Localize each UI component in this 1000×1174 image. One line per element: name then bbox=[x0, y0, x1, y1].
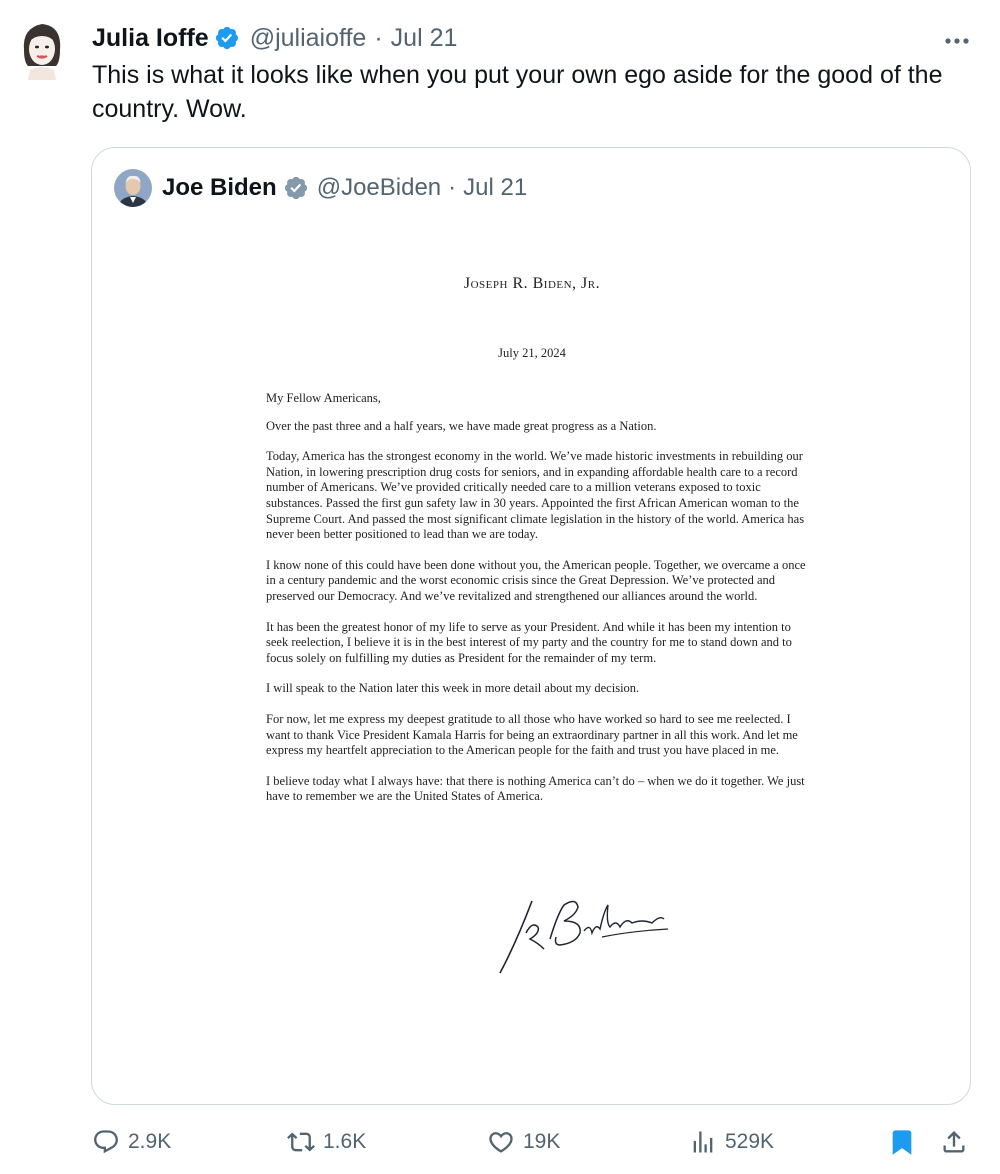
repost-count: 1.6K bbox=[323, 1130, 367, 1153]
repost-button[interactable] bbox=[287, 1122, 366, 1162]
share-button[interactable] bbox=[940, 1122, 968, 1162]
tweet-date[interactable]: Jul 21 bbox=[390, 23, 458, 52]
letterhead: Joseph R. Biden, Jr. bbox=[463, 275, 601, 292]
letter-salutation: My Fellow Americans, bbox=[266, 391, 381, 405]
letter-paragraph: I believe today what I always have: that there is nothing America can’t do – when we do it together. We just have to remember we are the United States of America. bbox=[266, 773, 805, 804]
author-name[interactable]: Julia Ioffe bbox=[92, 23, 209, 52]
header-separator: · bbox=[374, 23, 383, 52]
bookmark-filled-icon bbox=[888, 1128, 916, 1156]
author-avatar[interactable] bbox=[20, 20, 64, 80]
letter-paragraph: It has been the greatest honor of my life to serve as your President. And while it has been my intention to seek reelection, I believe it is in the best interest of my party and the country for me to stand down and to focus solely on fulfilling my duties as President for the remainder of my term. bbox=[266, 619, 792, 665]
reply-count: 2.9K bbox=[128, 1130, 172, 1153]
like-count: 19K bbox=[523, 1130, 561, 1153]
quoted-author-name[interactable]: Joe Biden bbox=[162, 174, 277, 201]
heart-icon bbox=[487, 1128, 515, 1156]
analytics-icon bbox=[689, 1128, 717, 1156]
letter-paragraph: I know none of this could have been done without you, the American people. Together, we overcame a once in a century pandemic and the worst economic crisis since the Great Depression. We’ve protected and preserved our Democracy. And we’ve revitalized and strengthened our alliances around the world. bbox=[266, 557, 806, 603]
avatar-illustration bbox=[20, 20, 64, 80]
repost-icon bbox=[287, 1128, 315, 1156]
quoted-author-handle[interactable]: @JoeBiden bbox=[316, 174, 442, 201]
bookmark-button[interactable] bbox=[888, 1122, 916, 1162]
views-button[interactable] bbox=[689, 1122, 774, 1162]
like-button[interactable] bbox=[487, 1122, 560, 1162]
letter-paragraph: I will speak to the Nation later this week in more detail about my decision. bbox=[266, 681, 640, 696]
letter-paragraph: Over the past three and a half years, we have made great progress as a Nation. bbox=[266, 418, 657, 433]
letter-paragraph: Today, America has the strongest economy in the world. We’ve made historic investments in rebuilding our Nation, in lowering prescription drug costs for seniors, and in expanding affordable health care to a record number of Americans. We’ve provided critically needed care to a million veterans exposed to toxic substances. Passed the first gun safety law in 30 years. Appointed the first African American woman to the Supreme Court. And passed the most significant climate legislation in the history of the world. America has never been better positioned to lead than we are today. bbox=[266, 449, 805, 542]
letter-body bbox=[266, 391, 806, 820]
tweet-header bbox=[92, 20, 457, 56]
reply-button[interactable] bbox=[92, 1122, 171, 1162]
more-horizontal-icon[interactable] bbox=[944, 22, 970, 50]
quoted-tweet-card[interactable] bbox=[91, 147, 971, 1105]
tweet-text: This is what it looks like when you put your own ego aside for the good of the country. Wow. bbox=[92, 61, 943, 123]
share-icon bbox=[940, 1128, 968, 1156]
reply-icon bbox=[92, 1128, 120, 1156]
letter-date: July 21, 2024 bbox=[498, 346, 566, 360]
view-count: 529K bbox=[725, 1130, 775, 1153]
quoted-header-separator: · bbox=[448, 174, 457, 201]
author-handle[interactable]: @juliaioffe bbox=[249, 23, 367, 52]
tweet-action-bar bbox=[92, 1122, 972, 1162]
quoted-tweet-date[interactable]: Jul 21 bbox=[463, 174, 528, 201]
letter-image[interactable] bbox=[92, 148, 971, 1105]
letter-paragraph: For now, let me express my deepest gratitude to all those who have worked so hard to see me reelected. I want to thank Vice President Kamala Harris for being an extraordinary partner in all this work. And let me express my heartfelt appreciation to the American people for the faith and trust you have placed in me. bbox=[266, 711, 798, 758]
signature bbox=[492, 893, 682, 978]
verified-badge-icon bbox=[214, 25, 240, 51]
